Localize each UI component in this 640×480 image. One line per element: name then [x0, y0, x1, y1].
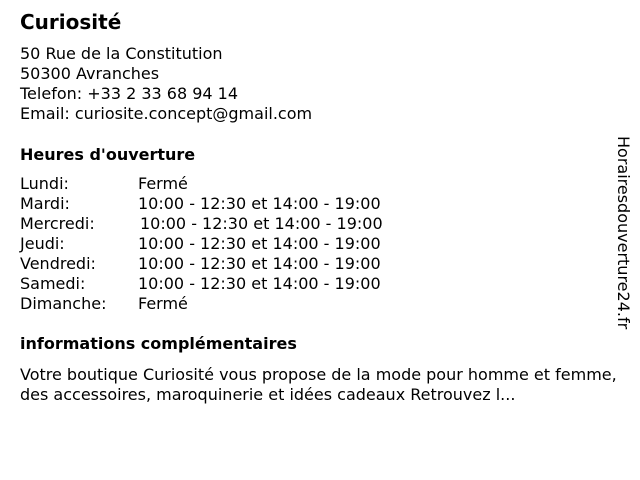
day-label: Dimanche:: [20, 294, 107, 313]
email-text: Email: curiosite.concept@gmail.com: [20, 104, 313, 123]
time-value: 10:00 - 12:30 et 14:00 - 19:00: [138, 234, 381, 253]
time-value: 10:00 - 12:30 et 14:00 - 19:00: [138, 274, 381, 293]
address-city: 50300 Avranches: [20, 64, 160, 83]
day-label: Mardi:: [20, 194, 70, 213]
day-label: Mercredi:: [20, 214, 95, 233]
time-value: 10:00 - 12:30 et 14:00 - 19:00: [138, 194, 381, 213]
hours-heading: Heures d'ouverture: [20, 145, 196, 164]
time-value: Fermé: [138, 294, 188, 313]
day-label: Lundi:: [20, 174, 69, 193]
contact-block: [20, 44, 312, 124]
shop-description: Votre boutique Curiosité vous propose de la mode pour homme et femme, des accessoires, maroquinerie et idées cadeaux Retrouvez l...: [20, 365, 617, 404]
info-heading: informations complémentaires: [20, 334, 297, 353]
shop-name: Curiosité: [20, 10, 122, 34]
day-label: Vendredi:: [20, 254, 96, 273]
day-label: Samedi:: [20, 274, 86, 293]
address-street: 50 Rue de la Constitution: [20, 44, 223, 63]
site-watermark: Horairesdouverture24.fr: [614, 136, 633, 330]
time-value: 10:00 - 12:30 et 14:00 - 19:00: [140, 214, 383, 233]
time-value: Fermé: [138, 174, 188, 193]
day-label: Jeudi:: [20, 234, 65, 253]
phone-text: Telefon: +33 2 33 68 94 14: [20, 84, 239, 103]
time-value: 10:00 - 12:30 et 14:00 - 19:00: [138, 254, 381, 273]
